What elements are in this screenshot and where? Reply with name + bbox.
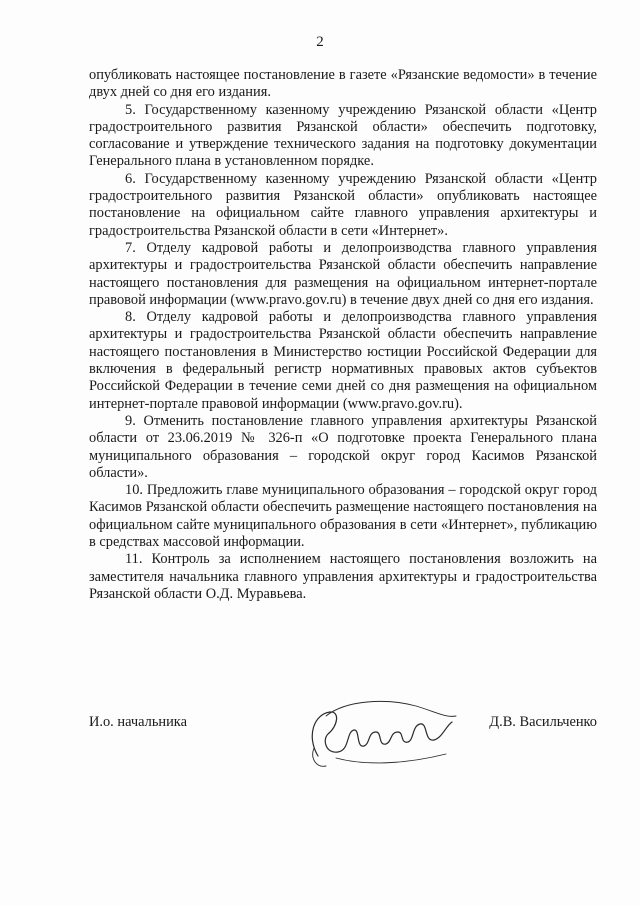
body-text [89,67,597,603]
paragraph-8: 8. Отделу кадровой работы и делопроизводства главного управления архитектуры и градостроительства Рязанской области обеспечить направление настоящего постановления в Министерство юстиции Российской Федерации для включения в федеральный регистр нормативных правовых актов субъектов Российской Федерации в течение семи дней со дня размещения на официальном интернет-портале правовой информации (www.pravo.gov.ru). [89,309,597,412]
paragraph-11: 11. Контроль за исполнением настоящего постановления возложить на заместителя начальника главного управления архитектуры и градостроительства Рязанской области О.Д. Муравьева. [89,551,597,602]
paragraph-5: 5. Государственному казенному учреждению Рязанской области «Центр градостроительного развития Рязанской области» обеспечить подготовку, согласование и утверждение технического задания на подготовку документации Генерального плана в установленном порядке. [89,101,597,170]
paragraph-7: 7. Отделу кадровой работы и делопроизводства главного управления архитектуры и градостроительства Рязанской области обеспечить направление настоящего постановления для размещения на официальном интернет-портале правовой информации (www.pravo.gov.ru) в течение двух дней со дня его издания. [89,239,597,308]
handwritten-signature [296,696,466,776]
paragraph-9: 9. Отменить постановление главного управления архитектуры Рязанской области от 23.06.2019 № 326-п «О подготовке проекта Генерального плана муниципального образования – городской округ город Касимов Рязанской области». [89,412,597,481]
paragraph-6: 6. Государственному казенному учреждению Рязанской области «Центр градостроительного развития Рязанской области» опубликовать настоящее постановление на официальном сайте главного управления архитектуры и градостроительства Рязанской области в сети «Интернет». [89,170,597,239]
page-number: 2 [316,34,324,50]
paragraph-10: 10. Предложить главе муниципального образования – городской округ город Касимов Рязанской области обеспечить размещение настоящего постановления на официальном сайте муниципального образования в сети «Интернет», публикацию в средствах массовой информации. [89,482,597,551]
signer-name: Д.В. Васильченко [489,714,597,730]
signer-title: И.о. начальника [89,714,187,730]
paragraph-continuation: опубликовать настоящее постановление в газете «Рязанские ведомости» в течение двух дней со дня его издания. [89,67,597,101]
